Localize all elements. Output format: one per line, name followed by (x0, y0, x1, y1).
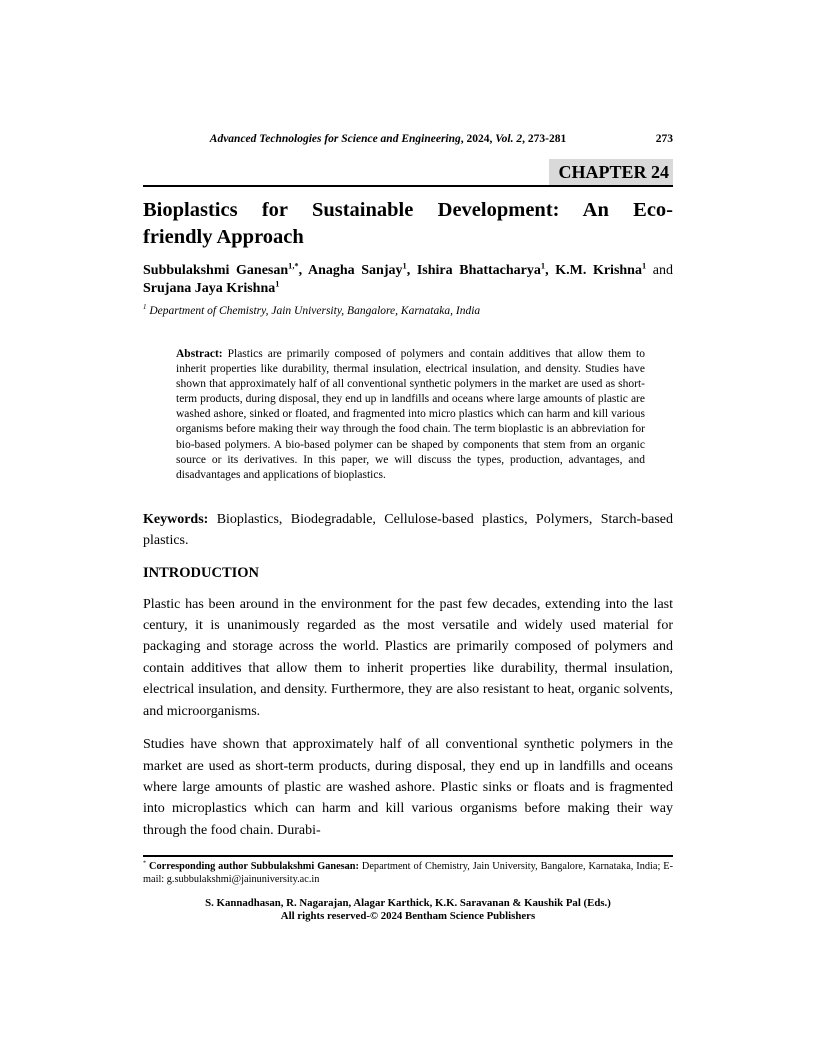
chapter-banner-row (143, 159, 673, 185)
author-separator: , (406, 263, 417, 278)
author-name: Anagha Sanjay (307, 263, 403, 278)
author-superscript: 1 (540, 261, 546, 271)
colophon (143, 897, 673, 924)
section-heading-introduction: INTRODUCTION (143, 564, 260, 581)
author-name: Ishira Bhattacharya (416, 263, 541, 278)
title-line-1: Bioplastics for Sustainable Development: An Eco- (143, 199, 673, 221)
footnote-label: Corresponding author Subbulakshmi Ganesan: (146, 860, 359, 872)
author-name: Subbulakshmi Ganesan (143, 263, 289, 278)
journal-reference (143, 132, 633, 146)
header-divider-line (143, 185, 673, 187)
editors-line: S. Kannadhasan, R. Nagarajan, Alagar Karthick, K.K. Saravanan & Kaushik Pal (Eds.) (205, 896, 611, 909)
affiliation-text: Department of Chemistry, Jain University, Bangalore, Karnataka, India (146, 305, 481, 317)
abstract-label: Abstract: (176, 348, 223, 360)
page-number: 273 (655, 133, 673, 145)
journal-pages: , 273-281 (522, 133, 567, 145)
journal-volume: Vol. 2 (495, 133, 523, 145)
author-separator: , (298, 263, 308, 278)
author-name: K.M. Krishna (555, 263, 642, 278)
keywords (143, 509, 673, 552)
author-superscript: 1 (402, 261, 407, 271)
keywords-text: Bioplastics, Biodegradable, Cellulose-based plastics, Polymers, Starch-based plastics. (143, 511, 673, 549)
corresponding-author-footnote (143, 860, 673, 886)
page-title (143, 197, 673, 251)
author-name: Srujana Jaya Krishna (143, 280, 276, 296)
abstract-text: Plastics are primarily composed of polymers and contain additives that allow them to inherit properties like durability, thermal insulation, electrical insulation, and density. Studies have shown that approximately half of all conventional synthetic polymers in the market are used as short-term products, during disposal, they end up in landfills and oceans where large amounts of plastic are washed ashore, sinked or floated, and fragmented into micro plastics which can harm and kill various organisms before making their way through the food chain. The term bioplastic is an abbreviation for bio-based polymers. A bio-based polymer can be shaped by components that stem from an organic source or its derivatives. In this paper, we will discuss the types, production, advantages, and disadvantages and applications of bioplastics. (176, 348, 645, 481)
author-separator: , (545, 263, 556, 278)
title-line-2: friendly Approach (143, 226, 304, 248)
journal-year: , 2024, (460, 133, 496, 145)
affiliation-superscript: 1 (143, 304, 147, 312)
paragraph: Studies have shown that approximately half of all conventional synthetic polymers in the market are used as short-term products, during disposal, they end up in landfills and oceans where large amounts of plastic are washed ashore. Plastic sinks or floats and is fragmented into microplastics which can harm and kill various organisms before making their way through the food chain. Durabi- (143, 737, 673, 838)
footnote-text: Department of Chemistry, Jain University, Bangalore, Karnataka, India; E-mail: g.subbulakshmi@jainuniversity.ac.in (143, 860, 673, 885)
page-content (143, 132, 673, 924)
affiliation (143, 304, 673, 318)
author-superscript: 1,* (288, 261, 299, 271)
authors-line (143, 262, 673, 297)
paragraph: Plastic has been around in the environment for the past few decades, extending into the last century, it is unanimously regarded as the most versatile and widely used material for packaging and storage across the world. Plastics are primarily composed of polymers and contain additives that allow them to inherit properties like durability, thermal insulation, electrical insulation, and density. Furthermore, they are also resistant to heat, organic solvents, and microorganisms. (143, 596, 673, 719)
chapter-banner: CHAPTER 24 (549, 159, 673, 185)
abstract (176, 347, 645, 483)
authors-connector: and (652, 263, 673, 278)
author-separator (646, 263, 653, 278)
author-superscript: 1 (275, 278, 280, 288)
footnote-divider-line (143, 855, 673, 857)
keywords-label: Keywords: (143, 511, 209, 527)
footnote-asterisk: * (143, 859, 147, 867)
copyright-line: All rights reserved-© 2024 Bentham Science Publishers (280, 910, 536, 923)
author-superscript: 1 (641, 261, 647, 271)
journal-title: Advanced Technologies for Science and Engineering (209, 133, 461, 145)
running-header (143, 132, 673, 146)
